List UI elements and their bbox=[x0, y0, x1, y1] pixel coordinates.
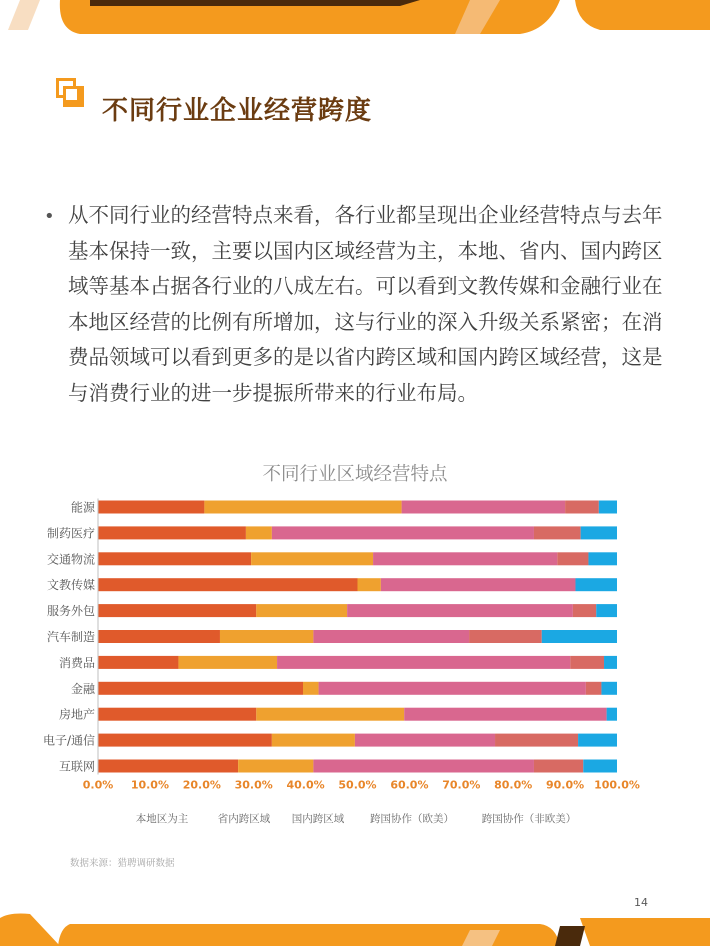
legend-entry: 国内跨区域 bbox=[291, 813, 345, 825]
x-tick-label: 100.0% bbox=[594, 778, 640, 792]
bar-segment-5-3 bbox=[469, 630, 542, 643]
bar-segment-9-2 bbox=[355, 734, 495, 747]
bar-segment-8-2 bbox=[404, 708, 606, 721]
title-square-icon bbox=[63, 86, 84, 107]
bar-segment-6-3 bbox=[570, 656, 604, 669]
bullet-icon: • bbox=[44, 206, 55, 227]
bar-segment-4-4 bbox=[596, 604, 617, 617]
bar-segment-1-4 bbox=[581, 526, 617, 539]
bar-segment-3-1 bbox=[358, 578, 381, 591]
bar-segment-10-2 bbox=[313, 760, 534, 773]
x-tick-label: 80.0% bbox=[494, 778, 533, 792]
chart-title: 不同行业区域经营特点 bbox=[262, 464, 448, 485]
bar-segment-1-1 bbox=[246, 526, 272, 539]
bar-segment-7-4 bbox=[601, 682, 617, 695]
category-label: 汽车制造 bbox=[46, 630, 95, 644]
bar-segment-0-3 bbox=[565, 501, 599, 514]
legend-entry: 跨国协作（欧美） bbox=[370, 813, 454, 825]
bar-segment-3-4 bbox=[575, 578, 617, 591]
category-label: 金融 bbox=[70, 681, 95, 696]
bar-segment-6-2 bbox=[277, 656, 570, 669]
page-title: 不同行业企业经营跨度 bbox=[102, 96, 373, 126]
bar-segment-6-1 bbox=[178, 656, 277, 669]
bar-segment-2-0 bbox=[98, 552, 251, 565]
x-tick-label: 40.0% bbox=[286, 778, 325, 792]
bar-segment-10-3 bbox=[534, 760, 583, 773]
bar-segment-7-2 bbox=[319, 682, 586, 695]
data-source-note: 数据来源：猎聘调研数据 bbox=[70, 858, 175, 869]
bar-segment-4-3 bbox=[573, 604, 596, 617]
x-tick-label: 30.0% bbox=[234, 778, 273, 792]
bar-segment-0-0 bbox=[98, 501, 204, 514]
x-tick-label: 50.0% bbox=[338, 778, 377, 792]
bar-segment-10-0 bbox=[98, 760, 238, 773]
bar-segment-2-2 bbox=[373, 552, 557, 565]
bar-segment-1-2 bbox=[272, 526, 534, 539]
bar-segment-3-0 bbox=[98, 578, 358, 591]
category-label: 交通物流 bbox=[46, 552, 95, 567]
bar-segment-7-3 bbox=[586, 682, 602, 695]
top-banner-decoration bbox=[0, 0, 710, 40]
bar-segment-7-0 bbox=[98, 682, 303, 695]
bar-segment-1-3 bbox=[534, 526, 581, 539]
bar-segment-10-4 bbox=[583, 760, 617, 773]
bar-segment-4-0 bbox=[98, 604, 256, 617]
bar-segment-4-1 bbox=[256, 604, 347, 617]
category-label: 互联网 bbox=[58, 759, 95, 774]
bar-segment-7-1 bbox=[303, 682, 319, 695]
x-tick-label: 10.0% bbox=[130, 778, 169, 792]
bar-segment-0-4 bbox=[599, 501, 617, 514]
x-tick-label: 60.0% bbox=[390, 778, 429, 792]
bar-segment-3-2 bbox=[381, 578, 576, 591]
category-label: 消费品 bbox=[58, 655, 95, 670]
bar-segment-0-2 bbox=[402, 501, 565, 514]
bar-segment-5-1 bbox=[220, 630, 313, 643]
x-tick-label: 70.0% bbox=[442, 778, 481, 792]
bar-segment-8-0 bbox=[98, 708, 256, 721]
bar-segment-9-0 bbox=[98, 734, 272, 747]
category-label: 房地产 bbox=[58, 707, 95, 722]
legend-entry: 本地区为主 bbox=[135, 813, 189, 825]
stacked-bar-chart bbox=[0, 450, 710, 840]
x-tick-label: 0.0% bbox=[82, 778, 114, 792]
bar-segment-0-1 bbox=[204, 501, 401, 514]
body-paragraph: 从不同行业的经营特点来看，各行业都呈现出企业经营特点与去年基本保持一致，主要以国内区域经营为主，本地、省内、国内跨区域等基本占据各行业的八成左右。可以看到文教传媒和金融行业在本地区经营的比例有所增加，这与行业的深入升级关系紧密；在消费品领域可以看到更多的是以省内跨区域和国内跨区域经营，这是与消费行业的进一步提振所带来的行业布局。 bbox=[68, 203, 663, 405]
bar-segment-10-1 bbox=[238, 760, 313, 773]
bar-segment-4-2 bbox=[347, 604, 573, 617]
bar-segment-6-0 bbox=[98, 656, 178, 669]
bar-segment-9-3 bbox=[495, 734, 578, 747]
category-label: 服务外包 bbox=[46, 604, 95, 619]
x-tick-label: 90.0% bbox=[546, 778, 585, 792]
bar-segment-8-1 bbox=[256, 708, 404, 721]
category-label: 文教传媒 bbox=[46, 578, 95, 593]
x-tick-label: 20.0% bbox=[182, 778, 221, 792]
bottom-banner-decoration bbox=[0, 910, 710, 946]
category-label: 制药医疗 bbox=[46, 526, 95, 541]
bar-segment-8-4 bbox=[607, 708, 617, 721]
category-label: 电子/通信 bbox=[42, 733, 95, 748]
bar-segment-9-4 bbox=[578, 734, 617, 747]
bar-segment-2-3 bbox=[557, 552, 588, 565]
bar-segment-2-4 bbox=[588, 552, 617, 565]
bar-segment-1-0 bbox=[98, 526, 246, 539]
bar-segment-2-1 bbox=[251, 552, 373, 565]
bar-segment-9-1 bbox=[272, 734, 355, 747]
legend-entry: 省内跨区域 bbox=[217, 813, 271, 825]
bar-segment-5-2 bbox=[313, 630, 469, 643]
bar-segment-5-4 bbox=[542, 630, 617, 643]
page-number: 14 bbox=[634, 896, 648, 909]
legend-entry: 跨国协作（非欧美） bbox=[481, 813, 577, 825]
category-label: 能源 bbox=[70, 500, 95, 515]
bar-segment-6-4 bbox=[604, 656, 617, 669]
bar-segment-5-0 bbox=[98, 630, 220, 643]
